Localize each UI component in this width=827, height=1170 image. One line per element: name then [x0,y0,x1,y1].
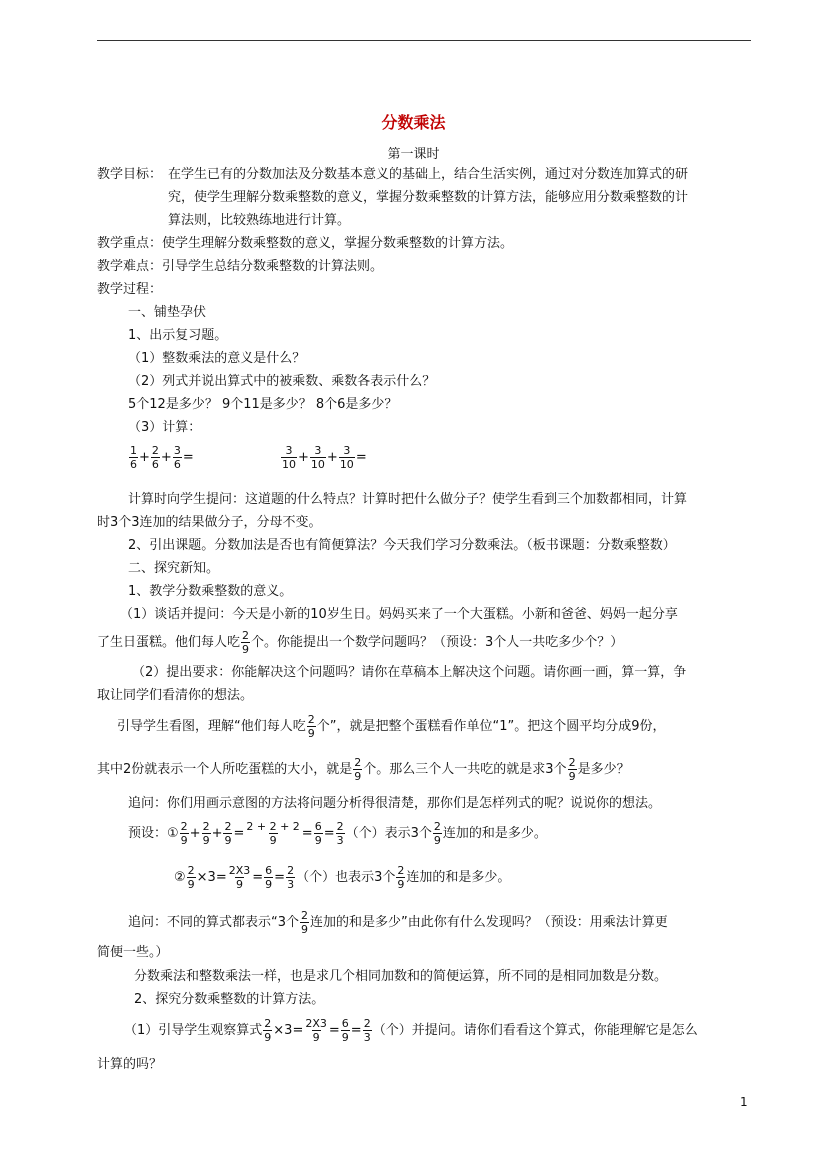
difficulty: 教学难点：引导学生总结分数乘整数的计算法则。 [97,259,384,274]
preset-1: 预设：① $\frac{2}{9}$ + $\frac{2}{9}$ + $\frac{2}{9}$ = $\frac{2 + 2 + 2}{9}$ = $\frac{6}{9}$ = $\frac{2}{3}$ （个）表示3个 $\frac{2}{9}$ 连加的和是多少。 [128,820,547,847]
section-2: 二、探究新知。 [128,561,220,576]
goal-label: 教学目标： [97,167,163,182]
para-3-line-1: 引导学生看图，理解“他们每人吃 $\frac{2}{9}$ 个”，就是把整个蛋糕看作单位“1”。把这个圆平均分成9份， [117,713,666,740]
question-1: （1）整数乘法的意义是什么？ [128,351,306,366]
preset-2: ② $\frac{2}{9}$ ×3= $\frac{2X3}{9}$ = $\frac{6}{9}$ = $\frac{2}{3}$ （个）也表示3个 $\frac{2}{9}$ 连加的和是多少。 [174,864,511,891]
section-1: 一、铺垫孕伏 [128,305,207,320]
para-1-line-2: 了生日蛋糕。他们每人吃 $\frac{2}{9}$ 个。你能提出一个数学问题吗？（预设：3个人一共吃多少个？） [97,629,624,656]
goal-line-3: 算法则，比较熟练地进行计算。 [168,213,351,228]
section-2-2: 2、探究分数乘整数的计算方法。 [134,992,325,1007]
para-7-line-2: 计算的吗？ [97,1057,163,1072]
page-number: 1 [740,1095,748,1109]
page-title: 分数乘法 [381,113,446,132]
para-1-line-1: （1）谈话并提问：今天是小新的10岁生日。妈妈买来了一个大蛋糕。小新和爸爸、妈妈一起分享 [120,607,678,622]
para-4: 追问：你们用画示意图的方法将问题分析得很清楚，那你们是怎样列式的呢？说说你的想法。 [128,796,662,811]
para-6: 分数乘法和整数乘法一样，也是求几个相同加数和的简便运算，所不同的是相同加数是分数。 [134,969,668,984]
process-label: 教学过程： [97,282,163,297]
calc-expression-a: $\frac{1}{6}$ + $\frac{2}{6}$ + $\frac{3}{6}$ = [130,444,194,471]
calc-expression-b: $\frac{3}{10}$ + $\frac{3}{10}$ + $\frac{3}{10}$ = [282,444,367,471]
para-3-line-2: 其中2份就表示一个人所吃蛋糕的大小，就是 $\frac{2}{9}$ 个。那么三个人一共吃的就是求3个 $\frac{2}{9}$ 是多少？ [97,756,630,783]
ask-line-2: 时3个3连加的结果做分子，分母不变。 [97,515,322,530]
para-7-line-1: （1）引导学生观察算式 $\frac{2}{9}$ ×3= $\frac{2X3}{9}$ = $\frac{6}{9}$ = $\frac{2}{3}$ （个）并提问。请你们看看这个算式，你能理解它是怎么 [124,1017,698,1044]
section-1-1: 1、出示复习题。 [128,328,228,343]
para-2-line-1: （2）提出要求：你能解决这个问题吗？请你在草稿本上解决这个问题。请你画一画，算一算，争 [132,665,687,680]
question-3: （3）计算： [128,420,202,435]
section-2-1: 1、教学分数乘整数的意义。 [128,584,293,599]
lesson-subtitle: 第一课时 [387,147,440,162]
key-point: 教学重点：使学生理解分数乘整数的意义，掌握分数乘整数的计算方法。 [97,236,514,251]
header-rule [97,40,751,41]
goal-line-2: 究，使学生理解分数乘整数的意义，掌握分数乘整数的计算方法，能够应用分数乘整数的计 [168,190,689,205]
question-2-items: 5个12是多少？ 9个11是多少？ 8个6是多少？ [128,397,398,412]
goal-line-1: 在学生已有的分数加法及分数基本意义的基础上，结合生活实例，通过对分数连加算式的研 [168,167,689,182]
para-2-line-2: 取让同学们看清你的想法。 [97,688,254,703]
para-5-line-2: 简便一些。） [97,945,169,960]
ask-line-1: 计算时向学生提问：这道题的什么特点？计算时把什么做分子？使学生看到三个加数都相同，计算 [128,492,688,507]
question-2: （2）列式并说出算式中的被乘数、乘数各表示什么？ [128,374,436,389]
intro-topic: 2、引出课题。分数加法是否也有简便算法？今天我们学习分数乘法。（板书课题：分数乘整数） [128,538,676,553]
para-5-line-1: 追问：不同的算式都表示“3个 $\frac{2}{9}$ 连加的和是多少”由此你有什么发现吗？（预设：用乘法计算更 [128,909,668,936]
